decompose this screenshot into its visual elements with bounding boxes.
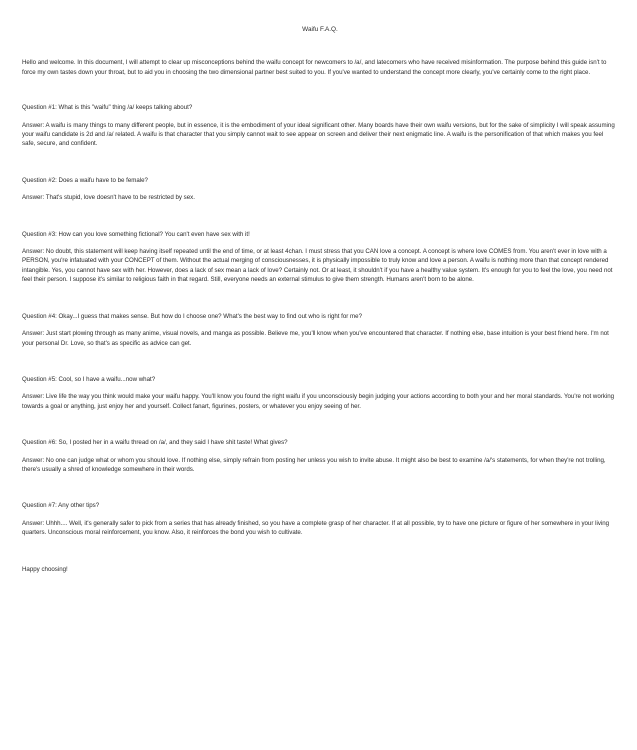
- faq-item-1: [22, 103, 618, 149]
- question-5: Question #5: Cool, so I have a waifu...now what?: [22, 375, 156, 383]
- faq-item-5: [22, 375, 618, 411]
- answer-6: Answer: No one can judge what or whom you should love. If nothing else, simply refrain from posting her unless you wish to invite abuse. It might also be best to examine /a/'s statements, for when they're not trolling, there's usually a shred of knowledge somewhere in their words.: [22, 456, 606, 473]
- faq-item-7: [22, 501, 618, 537]
- answer-4: Answer: Just start plowing through as many anime, visual novels, and manga as possible. Believe me, you'll know when you've encountered that character. If nothing else, base intuition is your best friend here. I'm not your personal Dr. Love, so that's as specific as advice can get.: [22, 330, 609, 347]
- question-7: Question #7: Any other tips?: [22, 502, 100, 510]
- answer-2: Answer: That's stupid, love doesn't have to be restricted by sex.: [22, 194, 195, 202]
- faq-item-4: [22, 312, 618, 348]
- answer-7: Answer: Uhhh.... Well, it's generally safer to pick from a series that has already finished, so you have a complete grasp of her character. If at all possible, try to have one picture or figure of her somewhere in your living quarters. Unconscious moral reinforcement, you know. Also, it reinforces the bond you wish to cultivate.: [22, 519, 610, 537]
- faq-item-3: [22, 230, 618, 285]
- answer-5: Answer: Live life the way you think would make your waifu happy. You'll know you found the right waifu if you unconsciously begin judging your actions according to both your and her moral standards. You're not working towards a goal or anything, just enjoy her and yourself. Collect fanart, figurines, posters, or whatever you enjoy seeing of her.: [22, 393, 615, 410]
- answer-3: Answer: No doubt, this statement will keep having itself repeated until the end of time, or at least 4chan. I must stress that you CAN love a concept. A concept is where love COMES from. You aren't ever in love with a PERSON, you're infatuated with your CONCEPT of them. Without the actual merging of consciousnesses, it is physically impossible to truly know and love a person. A waifu is nothing more than that concept rendered intangible. Yes, you cannot have sex with her. However, does a lack of sex mean a lack of love? Certainly not. Or at least, it shouldn't if you have a healthy value system. It's enough for you to feel the love, you need not feel their person. I suppose it's similar to religious faith in that regard. Still, everyone needs an external stimulus to give them strength. Humans aren't born to be alone.: [22, 248, 613, 284]
- question-4: Question #4: Okay...I guess that makes sense. But how do I choose one? What's the best way to find out who is right for me?: [22, 312, 362, 320]
- question-1: Question #1: What is this "waifu" thing /a/ keeps talking about?: [22, 104, 193, 112]
- answer-1: Answer: A waifu is many things to many different people, but in essence, it is the embodiment of your ideal significant other. Many boards have their own waifu versions, but for the sake of simplicity I will speak assuming your waifu candidate is 2d and /a/ related. A waifu is that character that you simply cannot wait to see appear on screen and deliver their next enigmatic line. A waifu is the personification of that which makes you feel safe, secure, and confident.: [22, 121, 615, 148]
- question-3: Question #3: How can you love something fictional? You can't even have sex with it!: [22, 230, 250, 238]
- question-2: Question #2: Does a waifu have to be female?: [22, 176, 148, 184]
- intro-paragraph: Hello and welcome. In this document, I will attempt to clear up misconceptions behind the waifu concept for newcomers to /a/, and latecomers who have received misinformation. The purpose behind this guide isn't to force my own tastes down your throat, but to aid you in choosing the two dimensional partner best suited to you. If you've wanted to understand the concept more clearly, you've certainly come to the right place.: [22, 59, 607, 76]
- document-title: Waifu F.A.Q.: [302, 26, 338, 33]
- question-6: Question #6: So, I posted her in a waifu thread on /a/, and they said I have shit taste! What gives?: [22, 439, 288, 447]
- document-page: [22, 25, 618, 574]
- closing-line: Happy choosing!: [22, 565, 68, 573]
- faq-item-2: [22, 176, 618, 203]
- faq-item-6: [22, 438, 618, 474]
